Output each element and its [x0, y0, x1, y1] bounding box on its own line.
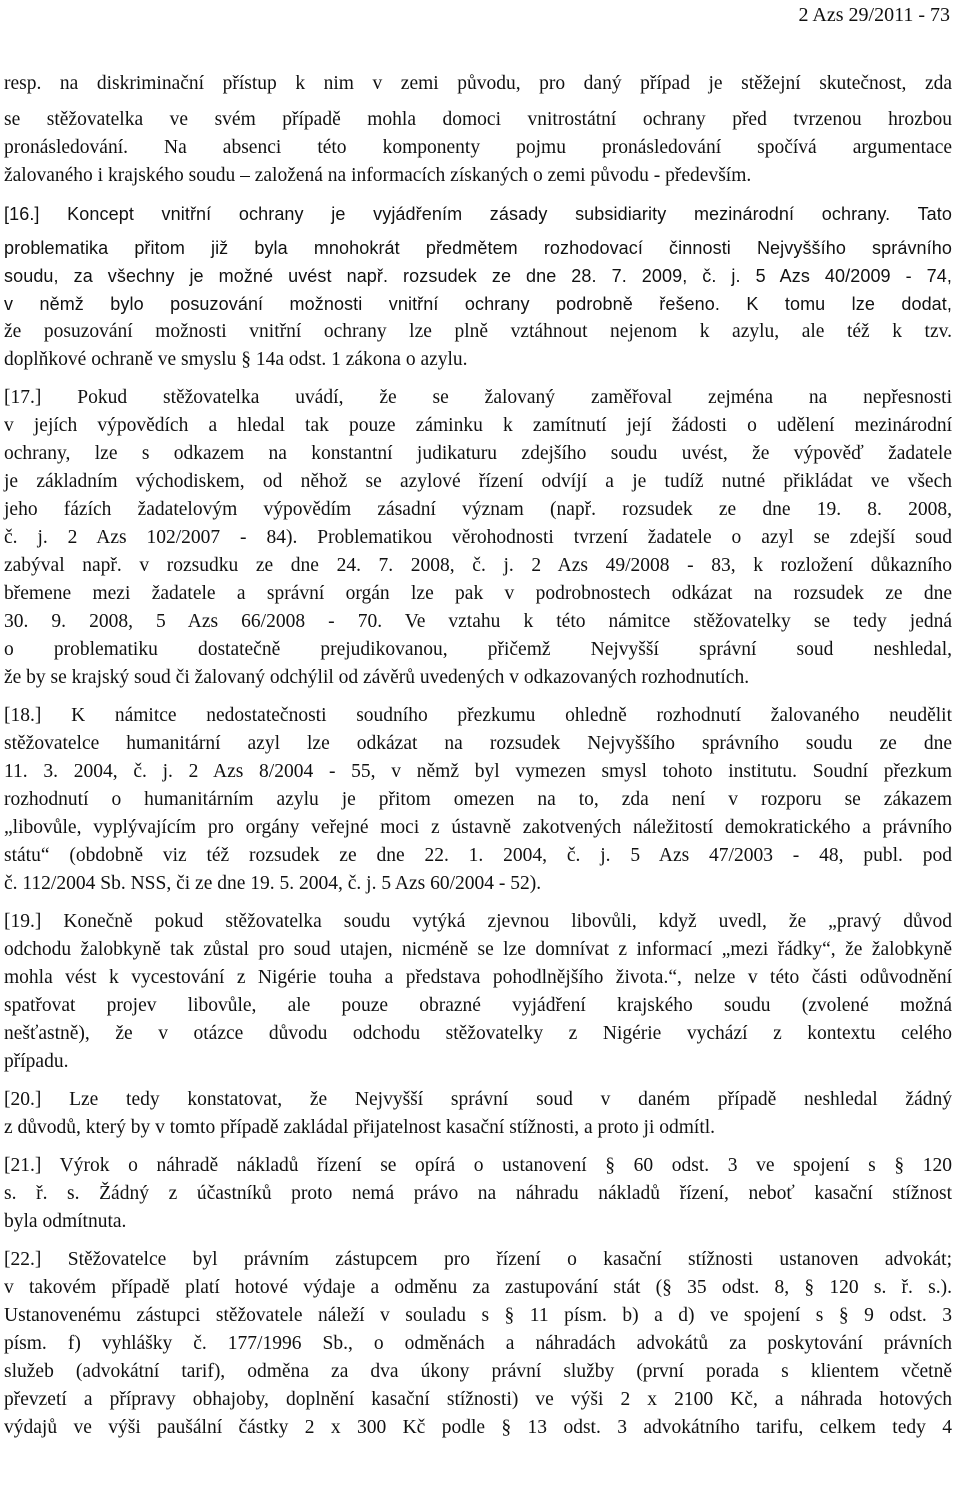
text-line: nešťastně), že v otázce důvodu odchodu stěžovatelky z Nigérie vychází z kontextu celého [4, 1023, 952, 1044]
text-line: je základním východiskem, od něhož se azylové řízení odvíjí a je tudíž nutné přikládat ve všech [4, 471, 952, 492]
case-number-header: 2 Azs 29/2011 - 73 [798, 4, 950, 26]
text-line: ochrany, lze s odkazem na konstantní judikaturu zdejšího soudu uvést, že výpověď žadatele [4, 443, 952, 464]
text-line: „libovůle, vyplývajícím pro orgány veřejné moci z ústavně zakotvených náležitostí demokratického a právního [4, 817, 952, 838]
text-line: břemene mezi žadatele a správní orgán lze pak v podrobnostech odkázat na rozsudek ze dne [4, 583, 952, 604]
text-line: mohla vést k vycestování z Nigérie touha a představa pohodlnějšího života.“, nelze v této části odůvodnění [4, 967, 952, 988]
text-line: [21.] Výrok o náhradě nákladů řízení se opírá o ustanovení § 60 odst. 3 ve spojení s § 120 [4, 1155, 952, 1176]
text-line: se stěžovatelka ve svém případě mohla domoci vnitrostátní ochrany před tvrzenou hrozbou [4, 109, 952, 130]
text-line: [17.] Pokud stěžovatelka uvádí, že se žalovaný zaměřoval zejména na nepřesnosti [4, 387, 952, 408]
text-line: případu. [4, 1051, 69, 1072]
text-line: pronásledování. Na absenci této komponenty pojmu pronásledování spočívá argumentace [4, 137, 952, 158]
text-line: odchodu žalobkyně tak zůstal pro soud utajen, nicméně se lze domnívat z informací „mezi řádky“, že žalobkyně [4, 939, 952, 960]
text-line: žalovaného i krajského soudu – založená na informacích získaných o zemi původu - především. [4, 165, 752, 186]
text-line: rozhodnutí o humanitárním azylu je přitom omezen na to, zda není v rozporu se zákazem [4, 789, 952, 810]
text-line: výdajů ve výši paušální částky 2 x 300 Kč podle § 13 odst. 3 advokátního tarifu, celkem tedy 4 [4, 1417, 952, 1438]
text-line: [22.] Stěžovatelce byl právním zástupcem pro řízení o kasační stížnosti ustanoven advokát; [4, 1249, 952, 1270]
text-line: státu“ (obdobně viz též rozsudek ze dne 22. 1. 2004, č. j. 5 Azs 47/2003 - 48, publ. pod [4, 845, 952, 866]
text-line: soudu, za všechny je možné uvést např. rozsudek ze dne 28. 7. 2009, č. j. 5 Azs 40/2009 - 74, [4, 266, 952, 286]
text-line: Ustanovenému zástupci stěžovatele náleží v souladu s § 11 písm. b) a d) ve spojení s § 9 odst. 3 [4, 1305, 952, 1326]
text-line: s. ř. s. Žádný z účastníků proto nemá právo na náhradu nákladů řízení, neboť kasační stížnost [4, 1183, 952, 1204]
text-line: [20.] Lze tedy konstatovat, že Nejvyšší správní soud v daném případě neshledal žádný [4, 1089, 952, 1110]
text-line: z důvodů, který by v tomto případě zakládal přijatelnost kasační stížnosti, a proto ji odmítl. [4, 1117, 716, 1138]
text-line: písm. f) vyhlášky č. 177/1996 Sb., o odměnách a náhradách advokátů za poskytování právních [4, 1333, 952, 1354]
text-line: doplňkové ochraně ve smyslu § 14a odst. 1 zákona o azylu. [4, 349, 468, 370]
text-line: spatřovat projev libovůle, ale pouze obrazné vyjádření krajského soudu (zvolené možná [4, 995, 952, 1016]
text-line: č. 112/2004 Sb. NSS, či ze dne 19. 5. 2004, č. j. 5 Azs 60/2004 - 52). [4, 873, 542, 894]
text-line: 30. 9. 2008, 5 Azs 66/2008 - 70. Ve vztahu k této námitce stěžovatelky se tedy jedná [4, 611, 952, 632]
text-line: zabýval např. v rozsudku ze dne 24. 7. 2008, č. j. 2 Azs 49/2008 - 83, k rozložení důkazního [4, 555, 952, 576]
text-line: 11. 3. 2004, č. j. 2 Azs 8/2004 - 55, v němž byl vymezen smysl tohoto institutu. Soudní přezkum [4, 761, 952, 782]
text-line: stěžovatelce humanitární azyl lze odkázat na rozsudek Nejvyššího správního soudu ze dne [4, 733, 952, 754]
text-line: převzetí a přípravy obhajoby, doplnění kasační stížnosti) ve výši 2 x 2100 Kč, a náhrada hotových [4, 1389, 952, 1410]
text-line: resp. na diskriminační přístup k nim v zemi původu, pro daný případ je stěžejní skutečnost, zda [4, 73, 952, 94]
text-line: problematika přitom již byla mnohokrát předmětem rozhodovací činnosti Nejvyššího správního [4, 238, 952, 258]
text-line: jeho fázích žadatelovým výpovědím zásadní význam (např. rozsudek ze dne 19. 8. 2008, [4, 499, 952, 520]
text-line: [19.] Konečně pokud stěžovatelka soudu vytýká zjevnou libovůli, když uvedl, že „pravý důvod [4, 911, 952, 932]
text-line: byla odmítnuta. [4, 1211, 127, 1232]
text-line: [18.] K námitce nedostatečnosti soudního přezkumu ohledně rozhodnutí žalovaného neudělit [4, 705, 952, 726]
text-line: [16.] Koncept vnitřní ochrany je vyjádřením zásady subsidiarity mezinárodní ochrany. Tato [4, 204, 952, 224]
text-line: v takovém případě platí hotové výdaje a odměnu za zastupování stát (§ 35 odst. 8, § 120 s. ř. s.). [4, 1277, 952, 1298]
text-line: služeb (advokátní tarif), odměna za dva úkony právní služby (první porada s klientem včetně [4, 1361, 952, 1382]
text-line: o problematiku dostatečně prejudikovanou, přičemž Nejvyšší správní soud neshledal, [4, 639, 952, 660]
text-line: č. j. 2 Azs 102/2007 - 84). Problematikou věrohodnosti tvrzení žadatele o azyl se zdejší soud [4, 527, 952, 548]
text-line: v jejích výpovědích a hledal tak pouze záminku k zamítnutí její žádosti o udělení mezinárodní [4, 415, 952, 436]
text-line: že by se krajský soud či žalovaný odchýlil od závěrů uvedených v odkazovaných rozhodnutích. [4, 667, 750, 688]
text-line: v němž bylo posuzování možnosti vnitřní ochrany podrobně řešeno. K tomu lze dodat, [4, 294, 952, 314]
text-line: že posuzování možnosti vnitřní ochrany lze plně vztáhnout nejenom k azylu, ale též k tzv. [4, 321, 952, 342]
